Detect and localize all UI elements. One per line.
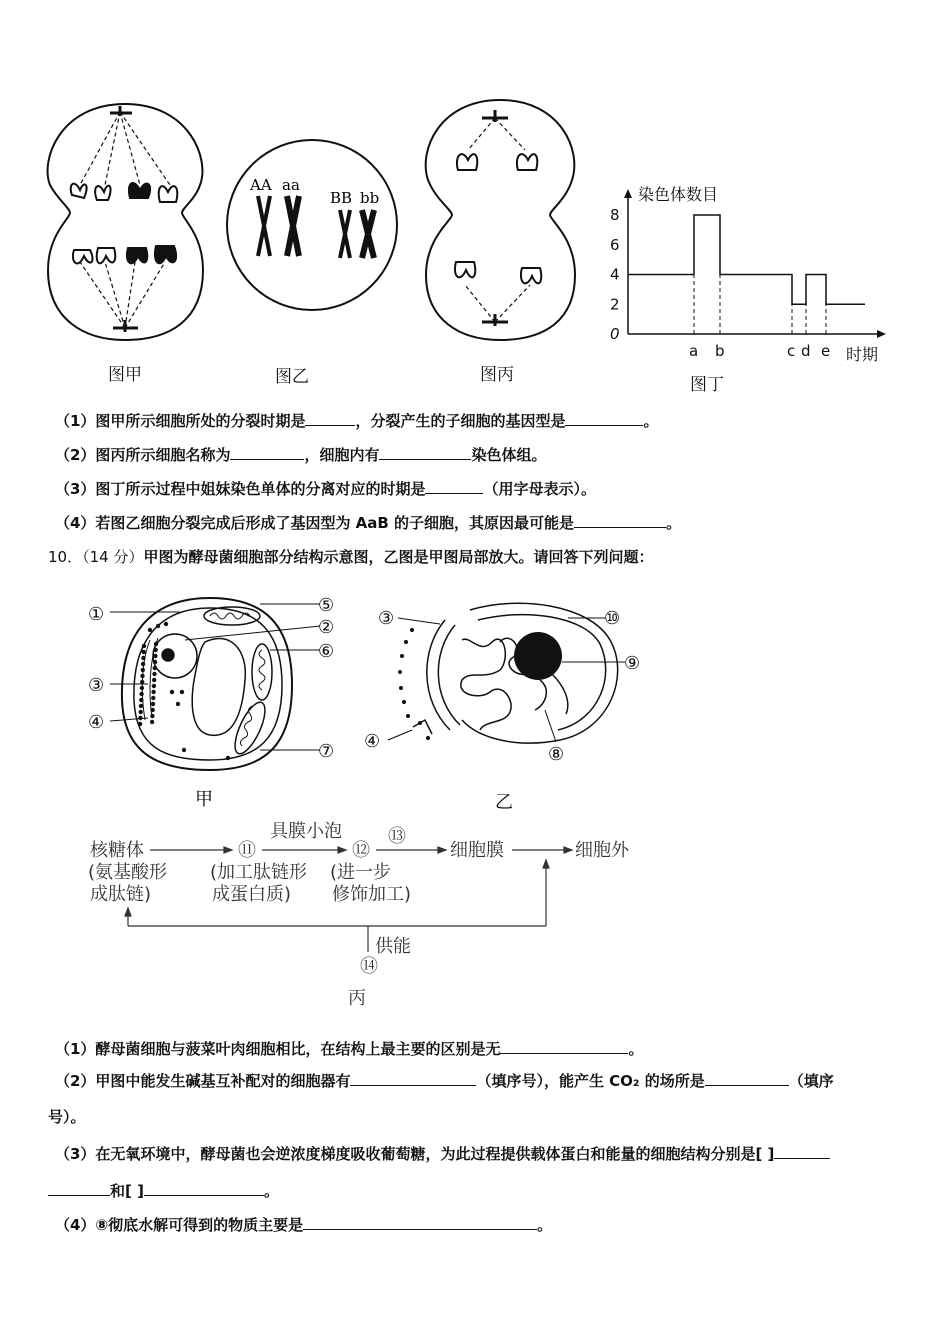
caption-jia: 图甲 [108, 365, 142, 385]
jia-label-7: ⑦ [318, 741, 335, 762]
figure-ding-chart [610, 185, 886, 364]
q10-part2: （2）甲图中能发生碱基互补配对的细胞器有 （填序号），能产生 CO₂ 的场所是 （填序 [55, 1072, 834, 1090]
flow-caption: 丙 [348, 988, 366, 1009]
jia-label-2: ② [318, 617, 335, 638]
flow-node3-line1: (进一步 [330, 862, 392, 883]
ribosome-dot [151, 696, 155, 700]
q10-part3-cont: 和[ ] 。 [48, 1180, 279, 1202]
q10-part1: （1）酵母菌细胞与菠菜叶肉细胞相比，在结构上最主要的区别是无 。 [55, 1040, 644, 1058]
ribosome-dot [139, 710, 143, 714]
x-marker-c: c [787, 342, 796, 360]
flow-energy-label: 供能 [375, 936, 411, 957]
flow-node1-line1: (氨基酸形 [88, 862, 168, 883]
flow-node3-num: ⑫ [352, 840, 370, 861]
jia-label-3: ③ [88, 675, 105, 696]
ribosome-dot [150, 714, 154, 718]
ribosome-dot [153, 654, 157, 658]
yi-fig-label-3: ③ [378, 608, 395, 629]
flow-node4: 细胞膜 [450, 840, 504, 861]
yi-labels [364, 608, 640, 765]
nucleolus [514, 632, 562, 680]
flow-node5: 细胞外 [575, 840, 629, 861]
ribosome-dot [418, 721, 422, 725]
jia-label-4: ④ [88, 712, 105, 733]
x-marker-e: e [821, 342, 831, 360]
caption-ding: 图丁 [690, 375, 724, 395]
yi-label-bb: bb [360, 189, 380, 207]
flow-num13: ⑬ [388, 826, 406, 847]
flow-bing [88, 821, 630, 1009]
q10-part4: （4）⑧彻底水解可得到的物质主要是 。 [55, 1216, 553, 1234]
y-tick-label: 0 [610, 325, 620, 343]
ribosome-dot [152, 684, 156, 688]
y-axis-arrow [624, 189, 632, 198]
series-line [628, 215, 865, 304]
y-tick-label: 2 [610, 295, 620, 314]
ribosome-dot [141, 656, 145, 660]
ribosome-dot [152, 678, 156, 682]
q9-part3: （3）图丁所示过程中姐妹染色单体的分离对应的时期是 （用字母表示）。 [55, 480, 596, 498]
ribosome-dot [152, 672, 156, 676]
yi-fig-label-10: ⑩ [604, 608, 621, 629]
ribosome-dot [410, 628, 414, 632]
ribosome-dot [140, 686, 144, 690]
yi-caption: 乙 [495, 792, 513, 813]
ribosome-dot [153, 666, 157, 670]
q9-part1: （1）图甲所示细胞所处的分裂时期是 ，分裂产生的子细胞的基因型是 。 [55, 412, 659, 430]
ribosome-dot [399, 686, 403, 690]
ribosome-dot [138, 722, 142, 726]
ribosome-dot [148, 628, 152, 632]
x-marker-b: b [715, 342, 725, 360]
x-marker-a: a [689, 342, 699, 360]
ribosome-dot [400, 654, 404, 658]
figure-jia-cell [48, 104, 203, 340]
ribosome-dot [140, 674, 144, 678]
ribosome-dot [180, 690, 184, 694]
ribosome-dot [139, 698, 143, 702]
q10-figures [0, 580, 950, 1020]
yi-fig-label-8: ⑧ [548, 744, 565, 765]
ribosome-dot [164, 622, 168, 626]
yi-fig-label-9: ⑨ [624, 653, 641, 674]
ribosome-dot [151, 702, 155, 706]
q10-part2-cont: 号）。 [48, 1108, 86, 1126]
ribosome-dot [406, 714, 410, 718]
jia-label-1: ① [88, 604, 105, 625]
ribosome-dot [141, 668, 145, 672]
x-axis-arrow [877, 330, 886, 338]
ribosome-dot [154, 648, 158, 652]
yi-fig-label-4: ④ [364, 731, 381, 752]
yi-label-AA: AA [250, 176, 272, 194]
nucleus-yi [413, 603, 621, 743]
flow-node2-num: ⑪ [238, 840, 256, 861]
yi-label-aa: aa [282, 176, 300, 194]
ribosome-dot [402, 700, 406, 704]
flow-node1-title: 核糖体 [90, 840, 144, 861]
ribosome-dot [226, 756, 230, 760]
yi-label-BB: BB [330, 189, 353, 207]
caption-yi: 图乙 [275, 367, 309, 387]
flow-node2-line1: (加工肽链形 [210, 862, 308, 883]
ribosome-dot [156, 624, 160, 628]
yeast-jia-labels [88, 595, 334, 762]
ribosome-dot [176, 702, 180, 706]
q9-part2: （2）图丙所示细胞名称为 ，细胞内有 染色体组。 [55, 446, 547, 464]
ribosome-dot [141, 662, 145, 666]
x-axis-label: 时期 [846, 345, 879, 364]
flow-node1-line2: 成肽链) [90, 884, 152, 905]
figure-bing-cell [426, 100, 575, 340]
ribosome-dot [142, 650, 146, 654]
ribosome-dot [170, 690, 174, 694]
jia-caption: 甲 [195, 789, 213, 810]
figure-yi-cell [227, 140, 397, 310]
flow-node2-line2: 成蛋白质) [212, 884, 292, 905]
ribosome-dot [150, 720, 154, 724]
ribosome-dot [426, 736, 430, 740]
yi-label-lines [388, 618, 625, 742]
jia-label-5: ⑤ [318, 595, 335, 616]
ribosome-dot [139, 704, 143, 708]
yi-dots [398, 628, 430, 740]
jia-label-6: ⑥ [318, 641, 335, 662]
top-figures [0, 0, 950, 400]
ribosome-dots [138, 622, 230, 760]
ribosome-dot [182, 748, 186, 752]
ribosome-dot [153, 660, 157, 664]
ribosome-dot [142, 644, 146, 648]
y-axis-label: 染色体数目 [638, 185, 719, 204]
q10-part3: （3）在无氧环境中，酵母菌也会逆浓度梯度吸收葡萄糖，为此过程提供载体蛋白和能量的细胞结构分别是[ ] [55, 1143, 830, 1165]
q10-stem: 10．（14 分）甲图为酵母菌细胞部分结构示意图，乙图是甲图局部放大。请回答下列问题： [48, 548, 654, 566]
ribosome-dot [151, 690, 155, 694]
y-tick-label: 6 [610, 235, 620, 254]
ribosome-dot [151, 708, 155, 712]
x-marker-d: d [801, 342, 811, 360]
q9-part4: （4）若图乙细胞分裂完成后形成了基因型为 AaB 的子细胞，其原因最可能是 。 [55, 514, 682, 532]
ribosome-dot [139, 692, 143, 696]
y-tick-label: 4 [610, 265, 620, 284]
flow-node3-line2: 修饰加工) [332, 884, 412, 905]
flow-arrow-label: 具膜小泡 [270, 821, 342, 842]
ribosome-dot [404, 640, 408, 644]
y-tick-label: 8 [610, 206, 620, 224]
ribosome-dot [154, 642, 158, 646]
caption-bing: 图丙 [480, 365, 514, 385]
flow-num14: ⑭ [360, 956, 378, 977]
ribosome-dot [398, 670, 402, 674]
